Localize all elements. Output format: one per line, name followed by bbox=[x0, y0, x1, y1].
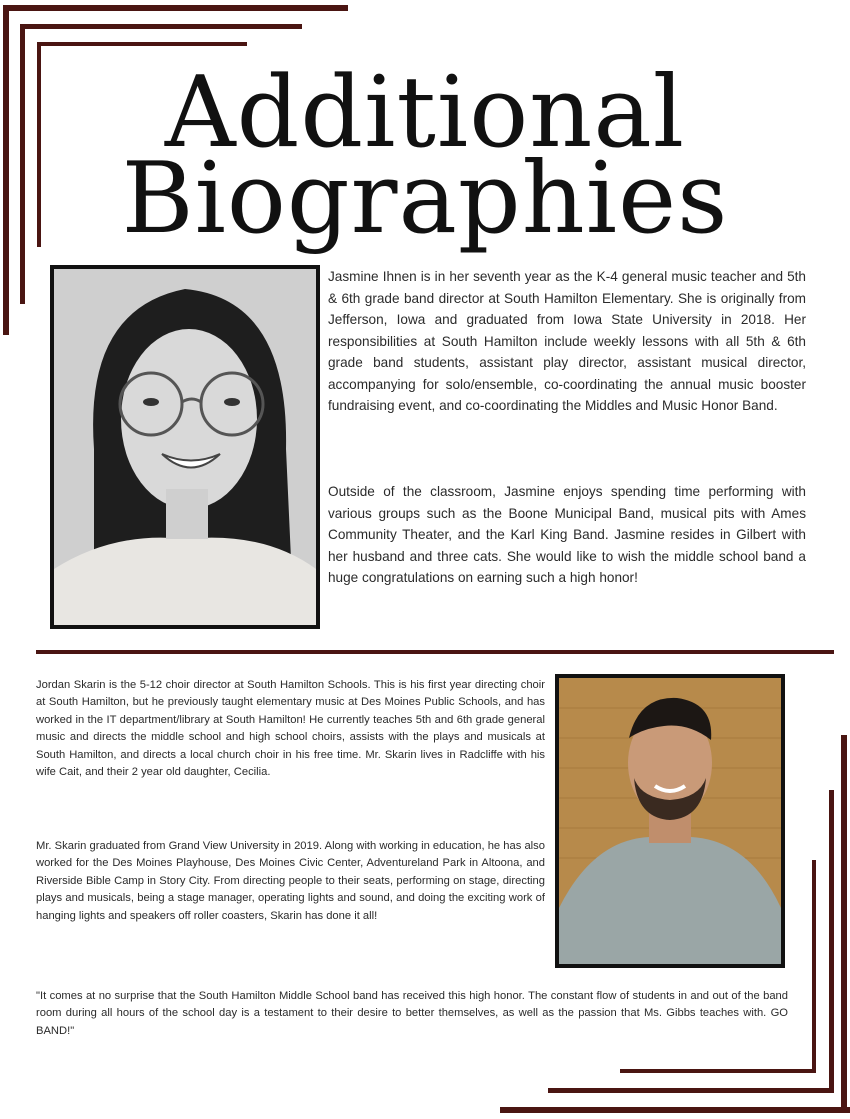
portrait-woman-photo bbox=[50, 265, 320, 629]
page-title-line-1: Additional bbox=[164, 56, 686, 170]
quote-paragraph: "It comes at no surprise that the South Hamilton Middle School band has received this high honor. The constant flow of students in and out of the band room during all hours of the school day is a testament to their desire to better themselves, as well as the passion that Ms. Gibbs teaches with. GO BAND!" bbox=[36, 990, 788, 1037]
bio-jasmine-paragraph-2: Outside of the classroom, Jasmine enjoys spending time performing with various groups such as the Boone Municipal Band, musical pits with Ames Community Theater, and the Karl King Band. Jasmine resides in Gilbert with her husband and three cats. She would like to wish the middle school band a huge congratulations on earning such a high honor! bbox=[328, 484, 806, 585]
portrait-man-photo bbox=[555, 674, 785, 968]
bio-jasmine-paragraph-1: Jasmine Ihnen is in her seventh year as the K-4 general music teacher and 5th & 6th grade band director at South Hamilton Elementary. She is originally from Jefferson, Iowa and graduated from Iowa State University in 2018. Her responsibilities at South Hamilton include weekly lessons with all 5th & 6th grade band students, assistant play director, assistant musical director, accompanying for solo/ensemble, co-coordinating the annual music booster fundraising event, and co-coordinating the Middles and Music Honor Band. bbox=[328, 269, 806, 413]
page-title-line-2: Biographies bbox=[121, 142, 729, 256]
section-divider bbox=[36, 650, 834, 654]
bio-jordan-paragraph-1: Jordan Skarin is the 5-12 choir director at South Hamilton Schools. This is his first year directing choir at South Hamilton, but he previously taught elementary music at Des Moines Public Schools, and has worked in the IT department/library at South Hamilton! He currently teaches 5th and 6th grade general music and directs the middle school and high school choirs, assists with the plays and musicals at South Hamilton, and directs a local church choir in his free time. Mr. Skarin lives in Radcliffe with his wife Cait, and their 2 year old daughter, Cecilia. bbox=[36, 679, 545, 779]
bio-jordan-paragraph-2: Mr. Skarin graduated from Grand View University in 2019. Along with working in education, he has also worked for the Des Moines Playhouse, Des Moines Civic Center, Adventureland Park in Altoona, and Riverside Bible Camp in Story City. From directing people to their seats, performing on stage, directing plays and musicals, being a stage manager, operating lights and sound, and doing the exciting work of hanging lights and speakers off roller coasters, Skarin has done it all! bbox=[36, 840, 545, 922]
